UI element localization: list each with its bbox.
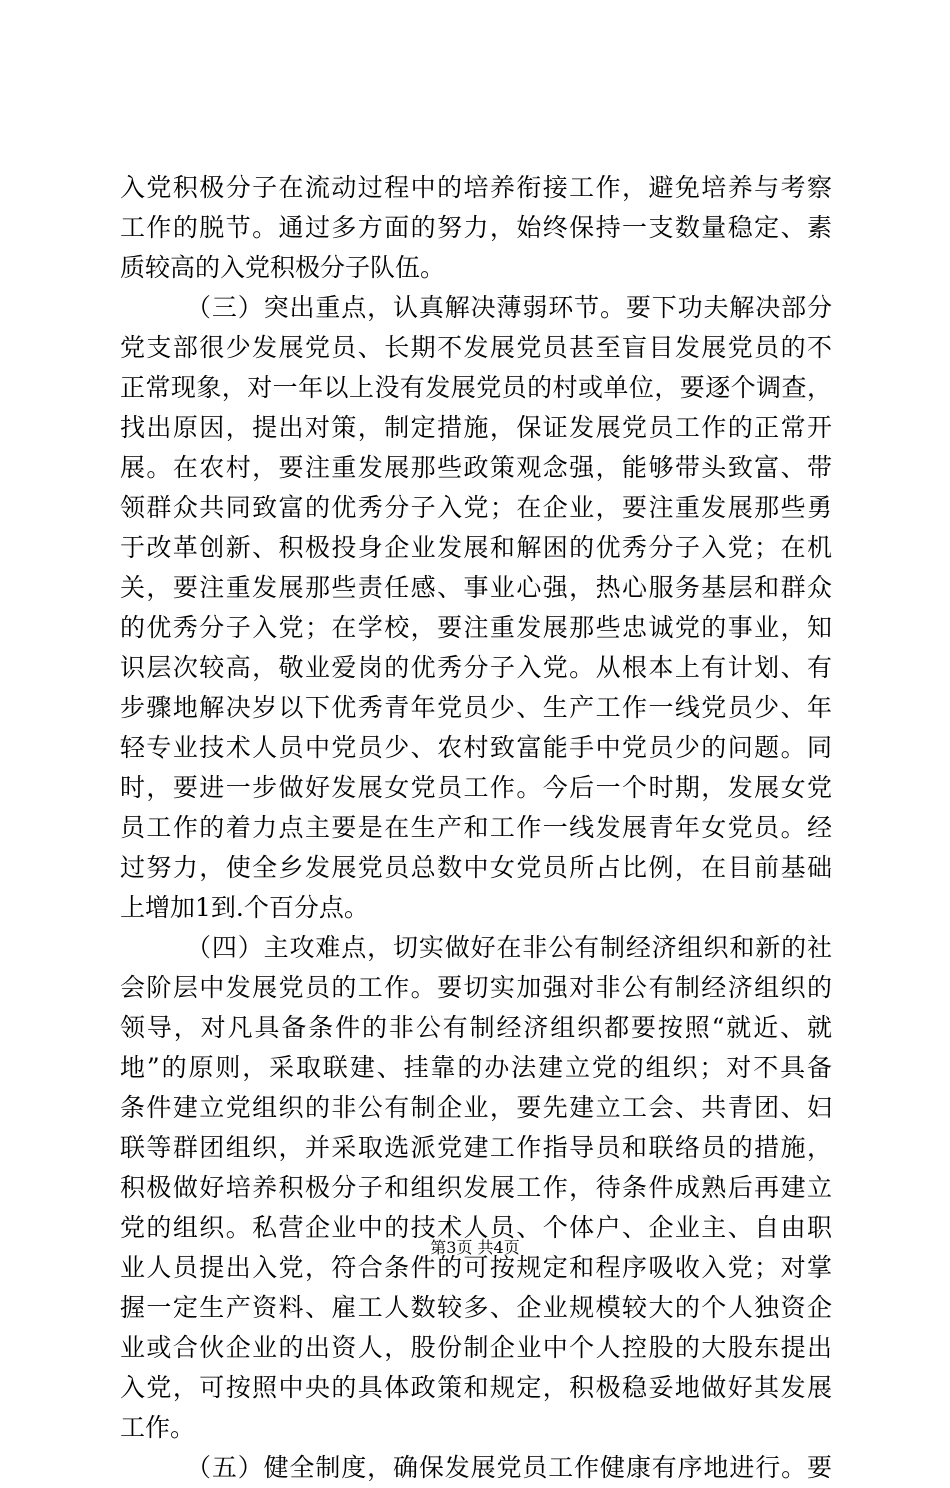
text-line: 的优秀分子入党；在学校，要注重发展那些忠诚党的事业，知 — [120, 613, 832, 642]
page-footer: 第3页 共4页 — [430, 1238, 520, 1257]
text-line: （三）突出重点，认真解决薄弱环节。要下功夫解决部分 — [186, 293, 832, 322]
text-line: 步骤地解决岁以下优秀青年党员少、生产工作一线党员少、年 — [120, 693, 832, 722]
text-line: 过努力，使全乡发展党员总数中女党员所占比例，在目前基础 — [120, 853, 832, 882]
text-line: 会阶层中发展党员的工作。要切实加强对非公有制经济组织的 — [120, 973, 832, 1002]
text-line: 党支部很少发展党员、长期不发展党员甚至盲目发展党员的不 — [120, 333, 832, 362]
text-line: 入党，可按照中央的具体政策和规定，积极稳妥地做好其发展 — [120, 1373, 832, 1402]
text-line: 联等群团组织，并采取选派党建工作指导员和联络员的措施， — [120, 1133, 832, 1162]
text-line: 握一定生产资料、雇工人数较多、企业规模较大的个人独资企 — [120, 1293, 832, 1322]
text-line: 地”的原则，采取联建、挂靠的办法建立党的组织；对不具备 — [120, 1053, 832, 1082]
text-line: （五）健全制度，确保发展党员工作健康有序地进行。要 — [186, 1453, 832, 1482]
text-line: 展。在农村，要注重发展那些政策观念强，能够带头致富、带 — [120, 453, 832, 482]
text-line: 时，要进一步做好发展女党员工作。今后一个时期，发展女党 — [120, 773, 832, 802]
text-line: 轻专业技术人员中党员少、农村致富能手中党员少的问题。同 — [120, 733, 832, 762]
text-line: 领群众共同致富的优秀分子入党；在企业，要注重发展那些勇 — [120, 493, 832, 522]
text-line: 于改革创新、积极投身企业发展和解困的优秀分子入党；在机 — [120, 533, 832, 562]
text-line: 条件建立党组织的非公有制企业，要先建立工会、共青团、妇 — [120, 1093, 832, 1122]
text-line: 员工作的着力点主要是在生产和工作一线发展青年女党员。经 — [120, 813, 832, 842]
text-line: 关，要注重发展那些责任感、事业心强，热心服务基层和群众 — [120, 573, 832, 602]
text-line: 党的组织。私营企业中的技术人员、个体户、企业主、自由职 — [120, 1213, 832, 1242]
text-line: 工作。 — [120, 1413, 196, 1442]
text-line: （四）主攻难点，切实做好在非公有制经济组织和新的社 — [186, 933, 832, 962]
text-line: 找出原因，提出对策，制定措施，保证发展党员工作的正常开 — [120, 413, 832, 442]
text-line: 积极做好培养积极分子和组织发展工作，待条件成熟后再建立 — [120, 1173, 832, 1202]
document-body — [120, 168, 832, 1488]
text-line: 业人员提出入党，符合条件的可按规定和程序吸收入党；对掌 — [120, 1253, 832, 1282]
text-line: 识层次较高，敬业爱岗的优秀分子入党。从根本上有计划、有 — [120, 653, 832, 682]
text-line: 上增加1到.个百分点。 — [120, 893, 369, 922]
text-line: 入党积极分子在流动过程中的培养衔接工作，避免培养与考察 — [120, 173, 832, 202]
text-line: 正常现象，对一年以上没有发展党员的村或单位，要逐个调查， — [120, 373, 832, 402]
text-line: 业或合伙企业的出资人，股份制企业中个人控股的大股东提出 — [120, 1333, 832, 1362]
text-line: 领导，对凡具备条件的非公有制经济组织都要按照“就近、就 — [120, 1013, 832, 1042]
text-line: 工作的脱节。通过多方面的努力，始终保持一支数量稳定、素 — [120, 213, 832, 242]
text-line: 质较高的入党积极分子队伍。 — [120, 253, 446, 282]
